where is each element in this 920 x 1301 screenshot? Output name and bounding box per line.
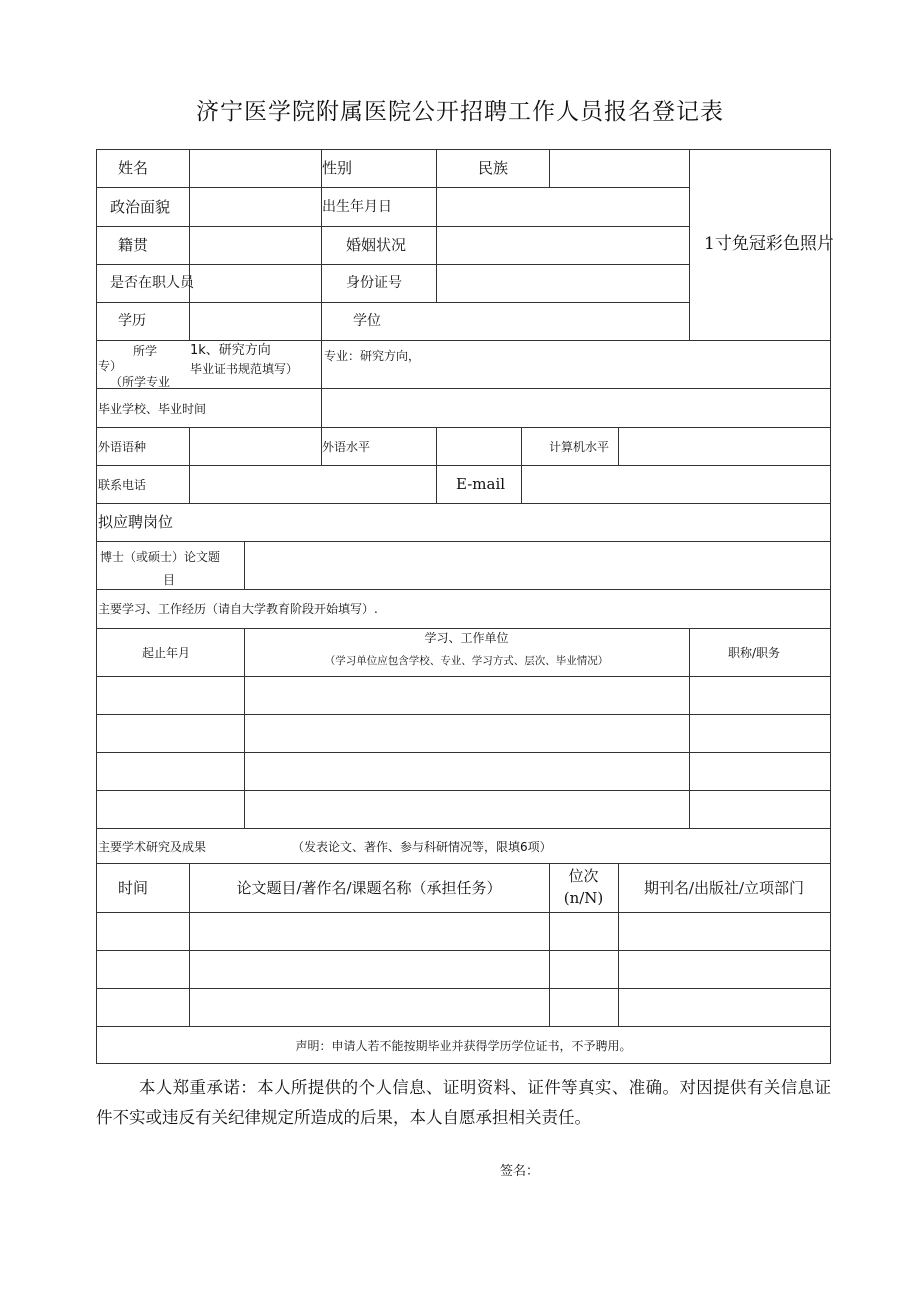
- column-rule: [618, 427, 619, 465]
- res-col-journal: 期刊名/出版社/立项部门: [643, 879, 805, 897]
- major-label-b: 专）: [98, 359, 123, 373]
- ethnicity-label: 民族: [478, 159, 509, 177]
- language-level-label: 外语水平: [322, 440, 371, 454]
- form-border: [830, 149, 831, 1064]
- exp-col-period: 起止年月: [142, 646, 191, 660]
- native-place-label: 籍贯: [118, 236, 149, 254]
- row-rule: [96, 828, 831, 829]
- column-rule: [244, 541, 245, 589]
- form-border: [96, 1063, 831, 1064]
- column-rule: [549, 863, 550, 1026]
- registration-form: [96, 149, 834, 1064]
- res-col-rank-b: (n/N): [563, 889, 604, 907]
- exp-col-title: 职称/职务: [728, 646, 781, 660]
- school-label: 毕业学校、毕业时间: [98, 402, 207, 416]
- exp-col-unit: 学习、工作单位: [424, 631, 509, 645]
- form-border: [96, 149, 97, 1064]
- computer-level-label: 计算机水平: [549, 440, 610, 454]
- political-status-label: 政治面貌: [110, 198, 171, 216]
- major-label-a: 所学: [133, 344, 158, 358]
- row-rule: [96, 628, 831, 629]
- row-rule: [96, 790, 831, 791]
- row-rule: [96, 503, 831, 504]
- row-rule: [96, 676, 831, 677]
- signature-label: 签名：: [500, 1164, 540, 1179]
- thesis-label-b: 目: [163, 573, 176, 587]
- row-rule: [96, 465, 831, 466]
- photo-placeholder: [704, 236, 834, 253]
- research-section-note: （发表论文、著作、参与科研情况等，限填6项）: [292, 840, 552, 854]
- experience-section-label: 主要学习、工作经历（请自大学教育阶段开始填写）.: [98, 602, 378, 616]
- res-col-rank-a: 位次: [568, 867, 599, 885]
- email-label: E-mail: [456, 475, 506, 493]
- major-hint-a: 1k、研究方向: [190, 343, 271, 358]
- row-rule: [96, 912, 831, 913]
- photo-label: 1寸免冠彩色照片: [704, 234, 834, 254]
- column-rule: [321, 388, 322, 427]
- exp-col-unit-note: （学习单位应包含学校、专业、学习方式、层次、毕业情况）: [324, 655, 609, 667]
- column-rule: [436, 427, 437, 503]
- column-rule: [549, 149, 550, 188]
- research-section-label: 主要学术研究及成果: [98, 840, 207, 854]
- row-rule: [96, 1026, 831, 1027]
- id-number-label: 身份证号: [346, 275, 402, 291]
- row-rule: [96, 950, 831, 951]
- statement: 声明：申请人若不能按期毕业并获得学历学位证书，不予聘用。: [295, 1039, 632, 1053]
- education-label: 学历: [118, 313, 146, 329]
- row-rule: [96, 187, 689, 188]
- phone-label: 联系电话: [98, 478, 147, 492]
- major-label-cell: [96, 341, 189, 387]
- column-rule: [689, 149, 690, 340]
- row-rule: [96, 863, 831, 864]
- employed-label: 是否在职人员: [110, 275, 194, 291]
- res-col-paper: 论文题目/著作名/课题名称（承担任务）: [236, 879, 502, 897]
- column-rule: [321, 149, 322, 388]
- column-rule: [689, 628, 690, 829]
- pledge-paragraph: [96, 1073, 831, 1133]
- row-rule: [96, 752, 831, 753]
- thesis-label-a: 博士（或硕士）论文题: [100, 550, 221, 564]
- row-rule: [96, 988, 831, 989]
- column-rule: [189, 427, 190, 503]
- birth-date-label: 出生年月日: [322, 199, 392, 215]
- position-label: 拟应聘岗位: [98, 513, 174, 531]
- page-title: 济宁医学院附属医院公开招聘工作人员报名登记表: [196, 99, 724, 125]
- name-label: 姓名: [118, 159, 149, 177]
- language-label: 外语语种: [98, 440, 147, 454]
- major-value: 专业：研究方向，: [324, 349, 421, 363]
- form-border: [96, 149, 831, 150]
- column-rule: [189, 149, 190, 340]
- row-rule: [96, 714, 831, 715]
- row-rule: [96, 226, 689, 227]
- major-hint-b: 毕业证书规范填写）: [190, 362, 299, 376]
- gender-label: 性别: [322, 159, 353, 177]
- pledge-text: 本人郑重承诺：本人所提供的个人信息、证明资料、证件等真实、准确。对因提供有关信息证件不实或违反有关纪律规定所造成的后果，本人自愿承担相关责任。: [96, 1078, 831, 1127]
- major-label-c: （所学专业: [110, 375, 171, 387]
- degree-label: 学位: [353, 313, 381, 329]
- row-rule: [96, 388, 831, 389]
- column-rule: [436, 149, 437, 302]
- row-rule: [96, 589, 831, 590]
- row-rule: [96, 302, 689, 303]
- res-col-time: 时间: [118, 879, 149, 897]
- major-hint-cell: [190, 341, 321, 387]
- column-rule: [521, 427, 522, 503]
- row-rule: [96, 427, 831, 428]
- marital-status-label: 婚姻状况: [346, 236, 407, 254]
- row-rule: [96, 541, 831, 542]
- row-rule: [96, 264, 689, 265]
